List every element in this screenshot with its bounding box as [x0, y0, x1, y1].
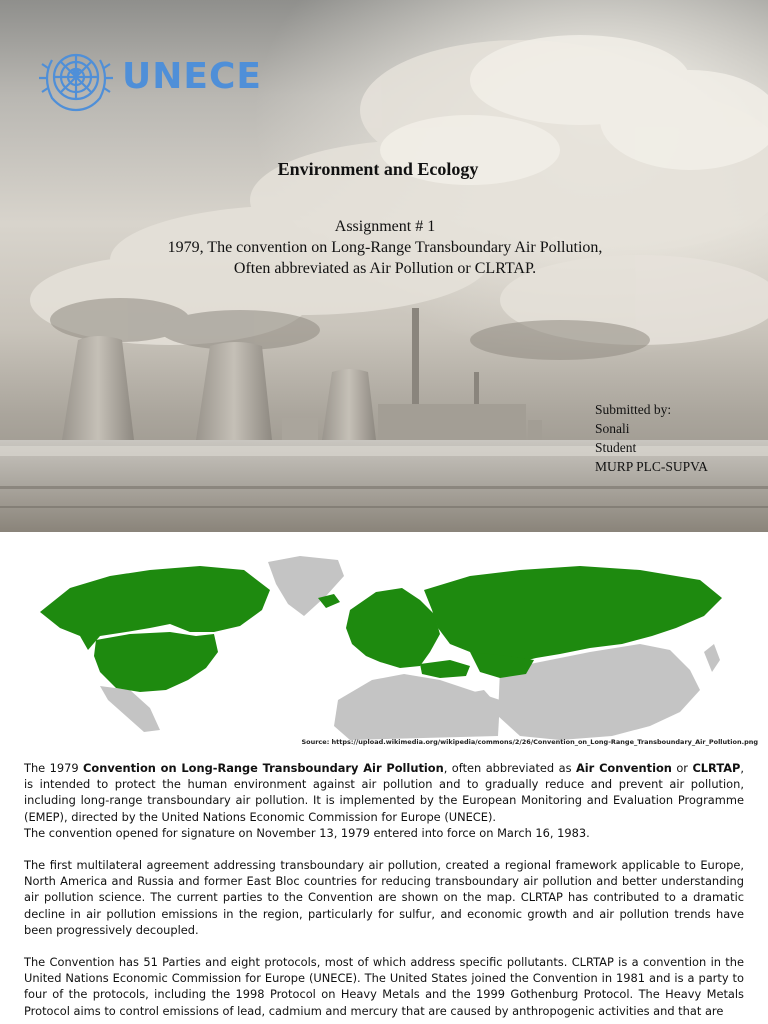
map-source-caption: Source: https://upload.wikimedia.org/wikipedia/commons/2/26/Convention_on_Long-Range_Transboundary_Air_Pollution.png — [301, 738, 758, 746]
assignment-line-2: Often abbreviated as Air Pollution or CLRTAP. — [233, 260, 537, 277]
unece-logo — [34, 40, 284, 116]
page-title: Environment and Ecology — [277, 159, 479, 179]
submitter-program: MURP PLC-SUPVA — [595, 459, 708, 474]
assignment-heading — [0, 216, 768, 279]
assignment-body — [24, 760, 744, 1019]
intro-bold-clrtap: CLRTAP — [692, 761, 741, 775]
intro-text-2: or — [671, 761, 693, 775]
clrtap-parties-map — [0, 540, 768, 740]
intro-bold-air-convention: Air Convention — [575, 761, 672, 775]
intro-text-1: , often abbreviated as — [443, 761, 576, 775]
intro-text-3: , is intended to protect the human environment against air pollution and to gradually reduce and prevent air pollution, including long-range transboundary air pollution. It is implemented by the European Monitoring and Evaluation Programme (EMEP), directed by the United Nations Economic Commission for Europe (UNECE). — [24, 761, 744, 824]
paragraph-framework: The first multilateral agreement addressing transboundary air pollution, created a regional framework applicable to Europe, North America and Russia and former East Bloc countries for reducing transboundary air pollution and better understanding air pollution science. The current parties to the Convention are shown on the map. CLRTAP has contributed to a dramatic decline in air pollution emissions in the region, particularly for sulfur, and economic growth and air pollution trends have been progressively decoupled. — [24, 858, 744, 937]
assignment-number: Assignment # 1 — [334, 218, 436, 235]
submitted-by-block — [595, 400, 708, 476]
intro-bold-convention: Convention on Long-Range Transboundary Air Pollution — [83, 761, 444, 775]
submitter-role: Student — [595, 440, 637, 455]
submitter-name: Sonali — [595, 421, 630, 436]
intro-prefix: The 1979 — [24, 761, 84, 775]
logo-wordmark: UNECE — [122, 56, 262, 97]
submitted-label: Submitted by: — [595, 402, 672, 417]
paragraph-parties: The Convention has 51 Parties and eight protocols, most of which address specific pollutants. CLRTAP is a convention in the United Nations Economic Commission for Europe (UNECE). The United States joined the Convention in 1981 and is a party to four of the protocols, including the 1998 Protocol on Heavy Metals and the 1999 Gothenburg Protocol. The Heavy Metals Protocol aims to control emissions of lead, cadmium and mercury that are caused by anthropogenic activities and that are — [24, 955, 744, 1018]
paragraph-intro — [24, 760, 744, 825]
paragraph-dates: The convention opened for signature on November 13, 1979 entered into force on March 16, 1983. — [24, 825, 590, 840]
un-emblem-icon — [34, 40, 118, 116]
assignment-line-1: 1979, The convention on Long-Range Transboundary Air Pollution, — [167, 239, 603, 256]
